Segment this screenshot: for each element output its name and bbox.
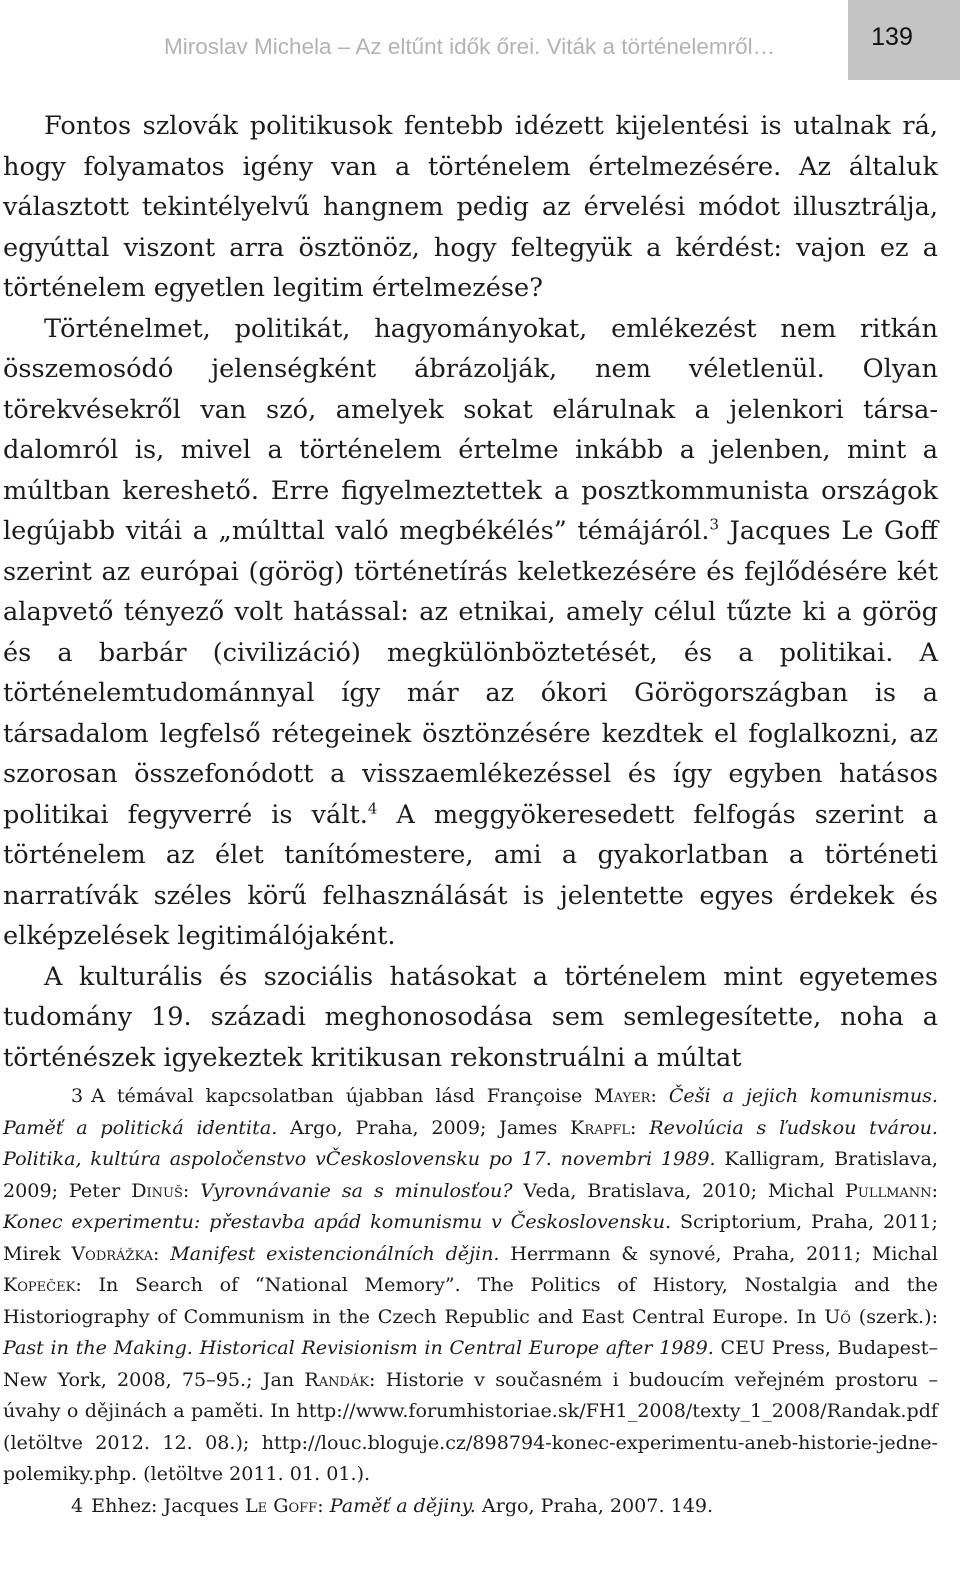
fn3-text: Herrmann & synové, Praha, 2011; Michal	[499, 1241, 938, 1265]
body-text	[3, 106, 938, 1078]
paragraph-2-text-a: Történelmet, politikát, hagyományokat, emlékezést nem ritkán összemosódó jelenségként ábrázolják, nem véletlenül. Olyan törekvésekről van szó, amelyek sokat elárulnak a jelenkori társadalomról is, mivel a történelem értelme inkább a jelenben, mint a múltban kereshető. Erre figyelmeztettek a posztkommunista országok legújabb vitái a „múlttal való megbékélés” témájáról.	[3, 313, 938, 546]
fn4-text: :	[317, 1493, 330, 1517]
paragraph-3-text: A kulturális és szociális hatásokat a történelem mint egyetemes tudomány 19. századi meghonosodása sem semlegesítette, noha a történészek igyekeztek kritikusan rekonstruálni a múltat	[3, 961, 938, 1073]
fn3-author: Kopeček	[3, 1273, 76, 1296]
fn3-text: Veda, Bratislava, 2010; Michal	[512, 1178, 846, 1202]
fn3-author: Pullmann	[845, 1178, 932, 1202]
fn3-text: (szerk.):	[850, 1304, 939, 1328]
footnote-ref-3[interactable]: 3	[709, 515, 720, 534]
running-head: Miroslav Michela – Az eltűnt idők őrei. Viták a történelemről…	[164, 34, 776, 59]
paragraph-2	[3, 309, 938, 957]
fn3-title: Konec experimentu: přestavba apád komunismu v Československu.	[3, 1210, 672, 1233]
fn3-title: Revolúcia s ľudskou tvárou. Politika, kultúra aspoločenstvo vČeskoslovensku po 17. novembri 1989.	[3, 1115, 938, 1170]
paragraph-2-text-b: Jacques Le Goff szerint az európai (görög) történetírás keletkezésére és fejlődésére két alapvető tényező volt hatással: az etnikai, amely célul tűzte ki a görög és a barbár (civilizáció) megkülönböztetését, és a politikai. A történelemtudománnyal így már az ókori Görögországban is a társadalom legfelső rétegeinek ösztönzésére kezdtek el foglalkozni, az szorosan összefonódott a visszaemlékezéssel és így egyben hatásos politikai fegyverré is vált.	[3, 516, 938, 830]
paragraph-3	[3, 957, 938, 1079]
fn3-author: Mayer	[594, 1084, 651, 1107]
fn3-text: : Historie v současném i budoucím veřejném prostoru – úvahy o dějinách a paměti. In http://www.forumhistoriae.sk/FH1_2008/texty_1_2008/Randak.pdf (letöltve 2012. 12. 08.); http://louc.bloguje.cz/898794-konec-experimentu-aneb-historie-jednepolemiky.php. (letöltve 2011. 01. 01.).	[3, 1367, 938, 1485]
fn3-text: : In Search of “National Memory”. The Politics of History, Nostalgia and the Historiography of Communism in the Czech Republic and East Central Europe. In	[3, 1273, 938, 1328]
page-number-box	[848, 0, 960, 80]
fn4-author: Le Goff	[244, 1493, 318, 1517]
fn3-text: CEU Press, Budapest–New York, 2008, 75–95.; Jan	[3, 1336, 939, 1391]
fn4-text: Argo, Praha, 2007. 149.	[475, 1493, 714, 1517]
footnote-3-number: 3	[71, 1084, 84, 1107]
fn3-text: :	[182, 1178, 201, 1202]
fn3-author: Randák	[304, 1367, 370, 1391]
fn3-text: :	[650, 1084, 669, 1107]
page-number: 139	[871, 23, 913, 51]
footnotes	[3, 1080, 938, 1521]
fn3-title: Češi a jejich komunismus. Paměť a politická identita.	[3, 1084, 938, 1139]
fn3-text: :	[931, 1178, 938, 1202]
fn3-text: Kalligram, Bratislava, 2009; Peter	[3, 1147, 938, 1202]
fn3-text: :	[153, 1241, 171, 1265]
page-header	[0, 0, 960, 82]
footnote-3	[3, 1080, 938, 1490]
fn4-title: Paměť a dějiny.	[329, 1493, 476, 1517]
footnote-ref-4[interactable]: 4	[367, 799, 378, 818]
fn3-title: Past in the Making. Historical Revisionism in Central Europe after 1989.	[3, 1336, 714, 1359]
footnote-4	[3, 1490, 938, 1522]
fn3-text: Argo, Praha, 2009; James	[277, 1115, 571, 1139]
paragraph-1	[3, 106, 938, 309]
fn3-title: Manifest existencionálních dějin.	[170, 1241, 500, 1265]
fn3-text: Scriptorium, Praha, 2011; Mirek	[3, 1210, 938, 1265]
fn3-author: Krapfl	[570, 1115, 631, 1139]
fn3-author: Dinuš	[131, 1178, 183, 1202]
fn3-text: A témával kapcsolatban újabban lásd Françoise	[91, 1084, 595, 1107]
fn3-author: Vodrážka	[71, 1241, 154, 1265]
fn3-text: :	[630, 1115, 650, 1139]
paragraph-2-text-c: A meggyökeresedett felfogás szerint a történelem az élet tanítómestere, ami a gyakorlatban a történeti narratívák széles körű felhasználását is jelentette egyes érdekek és elképzelések legitimálójaként.	[3, 799, 938, 951]
fn3-title: Vyrovnávanie sa s minulosťou?	[200, 1178, 513, 1202]
fn3-author: Uő	[824, 1304, 851, 1328]
footnote-4-number: 4	[71, 1493, 84, 1517]
fn4-text: Ehhez: Jacques	[91, 1493, 245, 1517]
paragraph-1-text: Fontos szlovák politikusok fentebb idézett kijelentési is utalnak rá, hogy folyamatos igény van a történelem értelmezésére. Az általuk választott tekintélyelvű hangnem pedig az érvelési módot illusztrálja, egyúttal viszont arra ösztönöz, hogy feltegyük a kérdést: vajon ez a történelem egyetlen legitim értelmezése?	[3, 111, 938, 303]
